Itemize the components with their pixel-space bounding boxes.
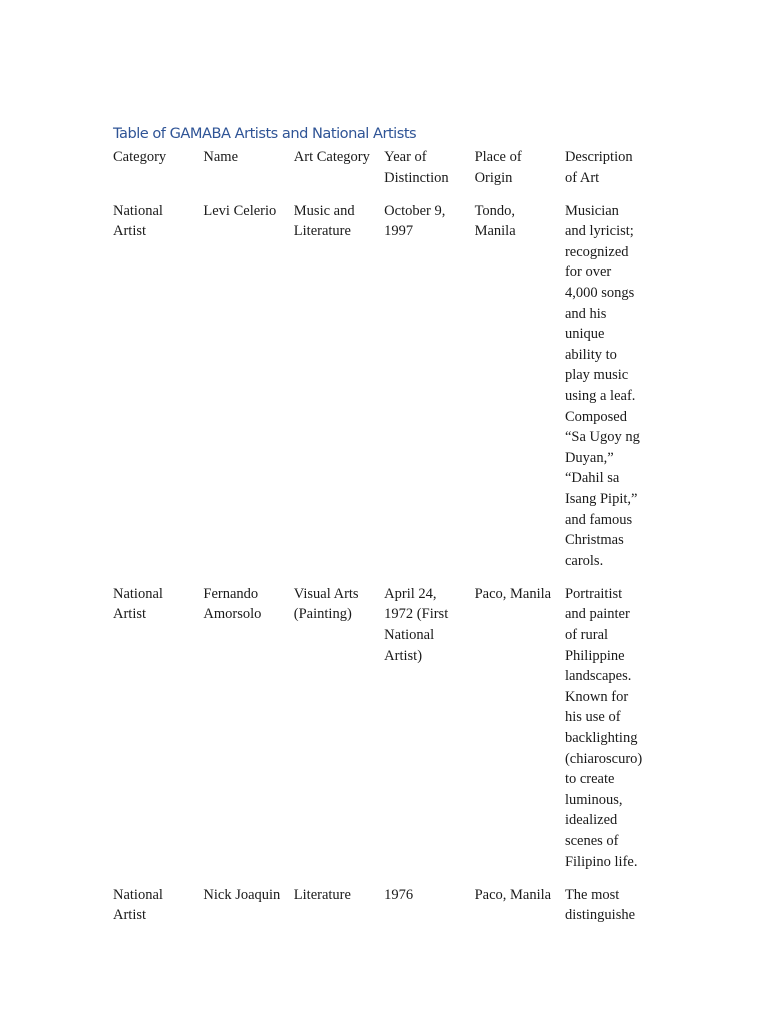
cell-origin: Tondo, Manila [474, 202, 516, 240]
table-header-row [107, 147, 649, 201]
cell-art-category: Visual Arts (Painting) [293, 585, 359, 623]
cell-name: Fernando Amorsolo [203, 585, 262, 623]
header-place-of-origin: Place of Origin [474, 149, 522, 186]
table-row [107, 201, 649, 584]
cell-year: 1976 [384, 886, 414, 903]
cell-year: October 9, 1997 [384, 202, 446, 240]
header-year-of-distinction: Year of Distinction [384, 149, 449, 186]
table-row [107, 584, 649, 885]
artists-table [107, 147, 649, 938]
cell-category: National Artist [113, 585, 163, 623]
cell-description: Musician and lyricist; recognized for over 4,000 songs and his unique ability to play music using a leaf. Composed “Sa Ugoy ng Duyan,” “Dahil sa Isang Pipit,” and famous Christmas carols. [564, 202, 640, 569]
header-name: Name [203, 149, 239, 165]
cell-origin: Paco, Manila [474, 585, 552, 602]
header-description: Description of Art [564, 149, 633, 186]
cell-category: National Artist [113, 202, 163, 240]
cell-description: Portraitist and painter of rural Philippine landscapes. Known for his use of backlighting (chiaroscuro) to create luminous, idealized scenes of Filipino life. [564, 585, 643, 870]
table-row [107, 885, 649, 939]
cell-art-category: Music and Literature [293, 202, 355, 240]
cell-origin: Paco, Manila [474, 886, 552, 903]
cell-year: April 24, 1972 (First National Artist) [384, 585, 449, 664]
header-category: Category [113, 149, 167, 165]
cell-category: National Artist [113, 886, 163, 924]
cell-name: Nick Joaquin [203, 886, 281, 903]
cell-name: Levi Celerio [203, 202, 277, 219]
cell-description: The most distinguishe [564, 886, 636, 924]
header-art-category: Art Category [293, 149, 370, 165]
document-title: Table of GAMABA Artists and National Artists [113, 125, 417, 142]
cell-art-category: Literature [293, 886, 351, 903]
